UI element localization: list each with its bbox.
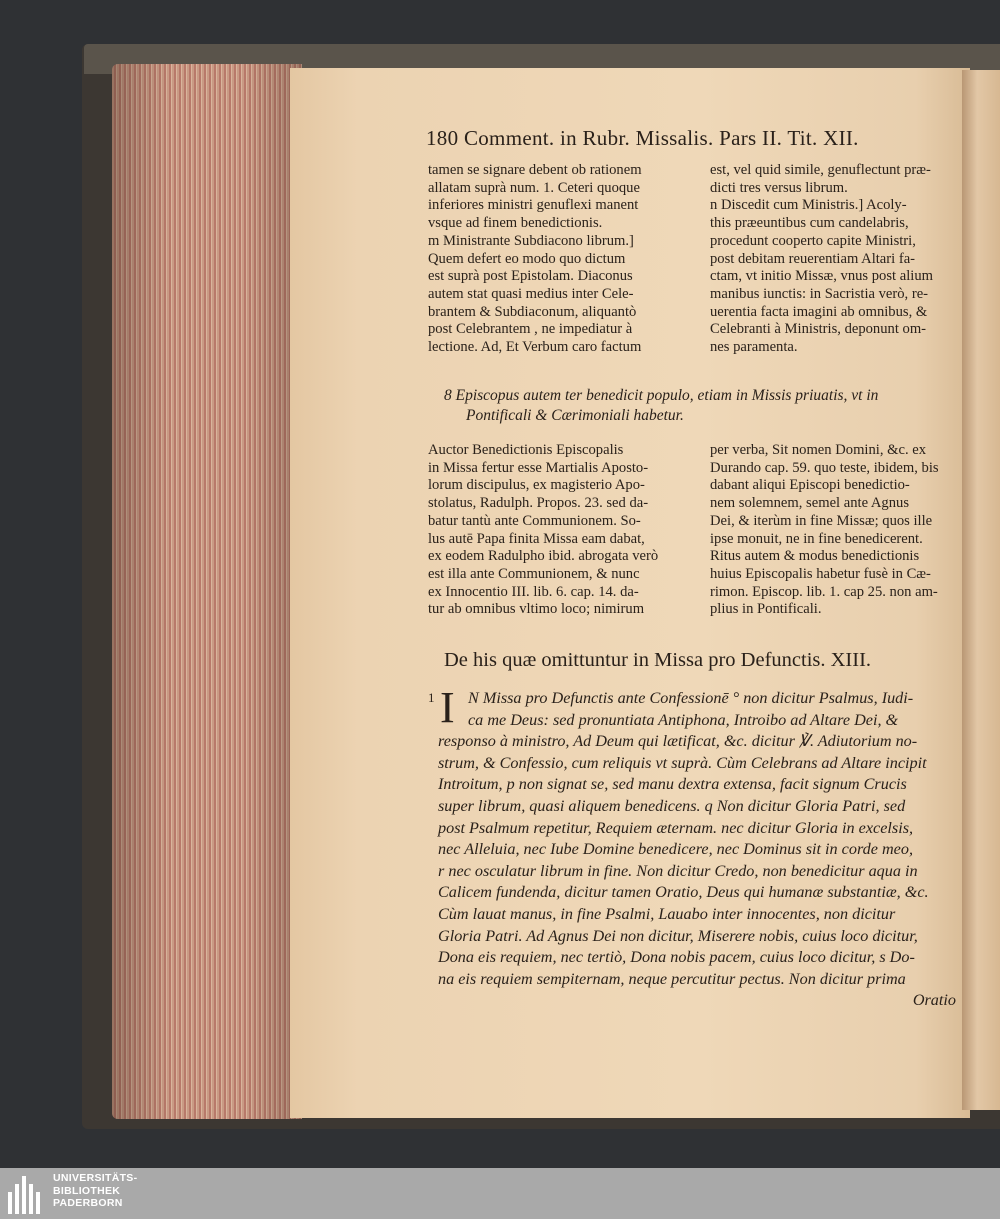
text-line: Dona eis requiem, nec tertiò, Dona nobis pacem, cuius loco dicitur, s Do- [438,948,915,967]
text-line: batur tantù ante Communionem. So- [428,512,641,529]
text-line: Oratio [912,991,956,1010]
text-line: manibus iunctis: in Sacristia verò, re- [710,285,929,302]
rubric-xiii-text [428,683,960,1012]
rubric-number: 1 [428,690,435,705]
text-line: rimon. Episcop. lib. 1. cap 25. non am- [710,583,938,600]
text-line: Cùm lauat manus, in fine Psalmi, Lauabo inter innocentes, non dicitur [438,904,896,923]
text-line: ex eodem Radulpho ibid. abrogata verò [428,548,659,565]
text-line: allatam suprà num. 1. Ceteri quoque [428,179,640,196]
text-line: nec Alleluia, nec Iube Domine benedicere, nec Dominus sit in corde meo, [438,840,913,859]
library-name-line3: PADERBORN [53,1197,123,1209]
text-line: est, vel quid simile, genuflectunt præ- [710,162,931,178]
text-line: ca me Deus: sed pronuntiata Antiphona, Introibo ad Altare Dei, & [468,710,899,729]
text-line: ctam, vt initio Missæ, vnus post alium [710,268,933,285]
text-line: dabant aliqui Episcopi benedictio- [710,477,910,494]
text-line: super librum, quasi aliquem benedicens. q Non dicitur Gloria Patri, sed [438,796,906,815]
text-line: est illa ante Communionem, & nunc [428,565,640,582]
text-line: ex Innocentio III. lib. 6. cap. 14. da- [428,583,639,600]
text-line: lorum discipulus, ex magisterio Apo- [428,477,645,494]
text-line: est suprà post Epistolam. Diaconus [428,268,633,285]
text-line: brantem & Subdiaconum, aliquantò [428,303,637,320]
text-line: tamen se signare debent ob rationem [428,162,642,178]
text-line: Calicem fundenda, dicitur tamen Oratio, Deus qui humanæ substantiæ, &c. [438,883,929,902]
university-logo-icon [8,1174,48,1214]
text-line: na eis requiem sempiternam, neque percutitur pectus. Non dicitur prima [438,969,906,988]
fore-edge-shading [112,64,302,1119]
footer-bar [0,1168,1000,1219]
text-line: this præeuntibus cum candelabris, [710,215,909,232]
text-line: N Missa pro Defunctis ante Confessionē ° non dicitur Psalmus, Iudi- [468,689,914,707]
text-line: nem solemnem, semel ante Agnus [710,495,910,512]
text-line: uerentia facta imagini ab omnibus, & [710,303,928,320]
text-line: in Missa fertur esse Martialis Aposto- [428,459,649,476]
text-line: tur ab omnibus vltimo loco; nimirum [428,601,645,618]
section-8-rubric [444,386,959,426]
text-line: Ritus autem & modus benedictionis [710,548,920,565]
text-line: responso à ministro, Ad Deum qui lætificat, &c. dicitur ℣. Adiutorium no- [438,732,918,751]
text-line: autem stat quasi medius inter Cele- [428,285,634,302]
text-line: lus autē Papa finita Missa eam dabat, [428,530,645,547]
text-line: Gloria Patri. Ad Agnus Dei non dicitur, Miserere nobis, cuius loco dicitur, [438,926,918,945]
text-line: stolatus, Radulph. Propos. 23. sed da- [428,495,649,512]
text-line: Quem defert eo modo quo dictum [428,250,626,267]
page-gutter [962,70,1000,1110]
text-line: per verba, Sit nomen Domini, &c. ex [710,442,927,458]
running-head: 180 Comment. in Rubr. Missalis. Pars II. Tit. XII. [426,126,859,150]
text-line: huius Episcopalis habetur fusè in Cæ- [710,565,931,582]
text-line: inferiores ministri genuflexi manent [428,197,639,214]
column-right-bottom [710,442,962,619]
text-line: post Psalmum repetitur, Requiem æternam. nec dicitur Gloria in excelsis, [438,818,914,837]
text-line: Dei, & iterùm in fine Missæ; quos ille [710,512,933,529]
text-line: vsque ad finem benedictionis. [428,215,603,232]
text-line: m Ministrante Subdiacono librum.] [428,232,634,249]
text-line: procedunt cooperto capite Ministri, [710,232,916,249]
text-line: Auctor Benedictionis Episcopalis [428,442,624,458]
drop-cap: I [440,683,455,732]
text-line: Celebranti à Ministris, deponunt om- [710,321,927,338]
title-xiii: De his quæ omittuntur in Missa pro Defunctis. XIII. [444,649,872,671]
library-name-line2: BIBLIOTHEK [53,1184,121,1197]
text-line: 8 Episcopus autem ter benedicit populo, etiam in Missis priuatis, vt in [444,387,879,404]
text-line: strum, & Confessio, cum reliquis vt suprà. Cùm Celebrans ad Altare incipit [438,753,927,772]
text-line: lectione. Ad, Et Verbum caro factum [428,339,642,356]
text-line: Introitum, p non signat se, sed manu dextra extensa, facit signum Crucis [438,775,907,794]
text-line: Pontificali & Cærimoniali habetur. [466,407,684,424]
text-line: dicti tres versus librum. [710,179,848,196]
text-line: plius in Pontificali. [710,601,822,618]
column-left-bottom [428,442,690,619]
text-line: Durando cap. 59. quo teste, ibidem, bis [710,459,939,476]
column-left-top [428,162,690,357]
text-line: n Discedit cum Ministris.] Acoly- [710,197,907,214]
text-line: r nec osculatur librum in fine. Non dicitur Credo, non benedicitur aqua in [438,861,918,880]
text-line: ipse monuit, ne in fine benedicerent. [710,530,923,547]
library-name [53,1172,137,1210]
text-line: nes paramenta. [710,339,798,356]
text-line: post debitam reuerentiam Altari fa- [710,250,916,267]
text-line: post Celebrantem , ne impediatur à [428,321,633,338]
column-right-top [710,162,962,357]
library-name-line1: UNIVERSITÄTS- [53,1172,138,1184]
